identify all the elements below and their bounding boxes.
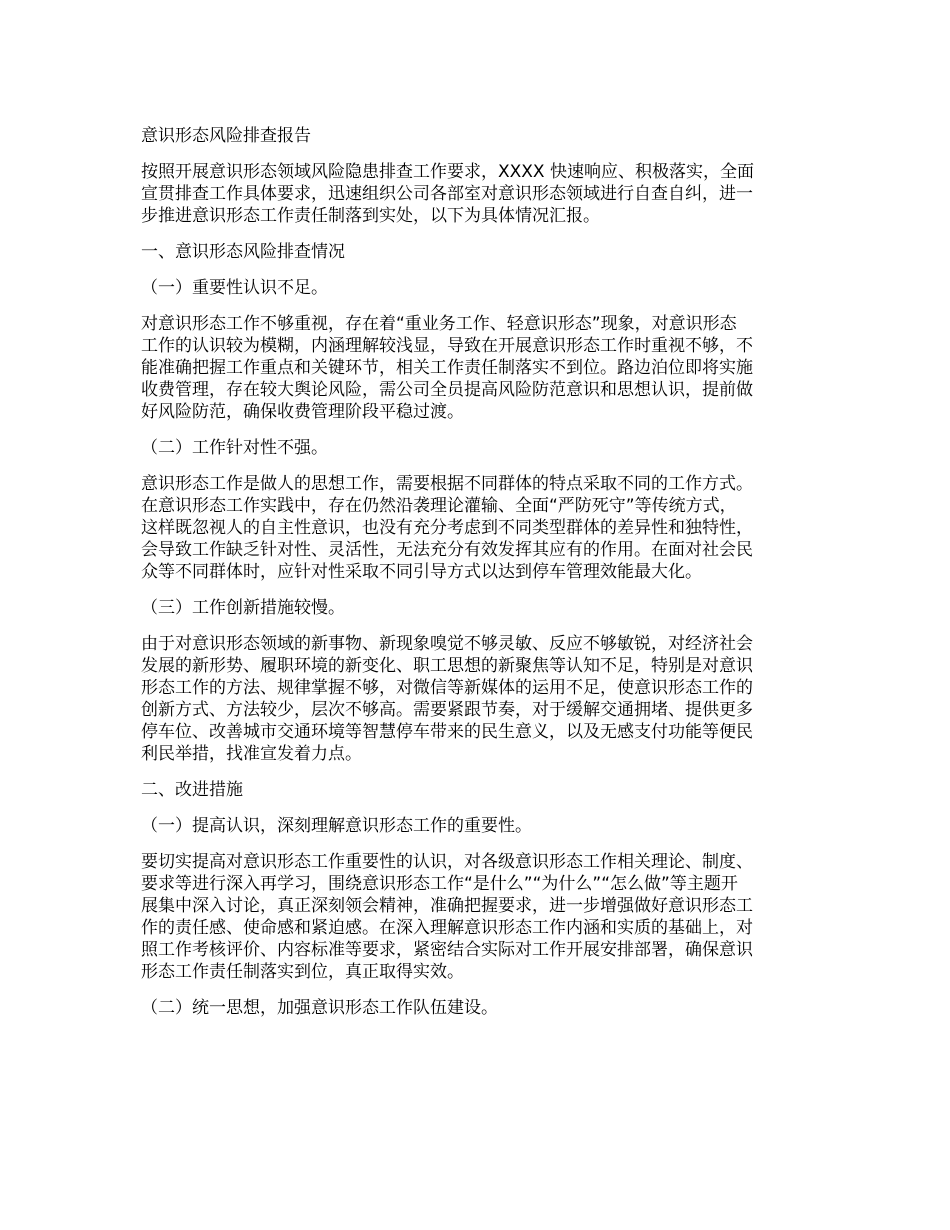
section-1-sub-1-heading: （一）重要性认识不足。: [141, 278, 328, 298]
intro-paragraph: 按照开展意识形态领域风险隐患排查工作要求，XXXX 快速响应、积极落实，全面 宣贯排查工作具体要求，迅速组织公司各部室对意识形态领域进行自查自纠，进一 步推进意识形态工作责任制落到实处，以下为具体情况汇报。: [141, 162, 754, 226]
section-2-sub-2-heading: （二）统一思想，加强意识形态工作队伍建设。: [141, 998, 498, 1018]
section-1-sub-1-paragraph: 对意识形态工作不够重视，存在着“重业务工作、轻意识形态”现象，对意识形态 工作的认识较为模糊，内涵理解较浅显，导致在开展意识形态工作时重视不够，不 能准确把握工作重点和关键环节，相关工作责任制落实不到位。路边泊位即将实施 收费管理，存在较大舆论风险，需公司全员提高风险防范意识和思想认识，提前做 好风险防范，确保收费管理阶段平稳过渡。: [141, 314, 753, 422]
section-2-sub-1-paragraph: 要切实提高对意识形态工作重要性的认识，对各级意识形态工作相关理论、制度、 要求等进行深入再学习，围绕意识形态工作“是什么”“为什么”“怎么做”等主题开 展集中深入讨论，真正深刻领会精神，准确把握要求，进一步增强做好意识形态工 作的责任感、使命感和紧迫感。在深入理解意识形态工作内涵和实质的基础上，对 照工作考核评价、内容标准等要求，紧密结合实际对工作开展安排部署，确保意识 形态工作责任制落实到位，真正取得实效。: [141, 852, 753, 982]
document-title: 意识形态风险排查报告: [141, 126, 311, 146]
section-1-sub-3-paragraph: 由于对意识形态领域的新事物、新现象嗅觉不够灵敏、反应不够敏锐，对经济社会 发展的新形势、履职环境的新变化、职工思想的新聚焦等认知不足，特别是对意识 形态工作的方法、规律掌握不够，对微信等新媒体的运用不足，使意识形态工作的 创新方式、方法较少，层次不够高。需要紧跟节奏，对于缓解交通拥堵、提供更多 停车位、改善城市交通环境等智慧停车带来的民生意义，以及无感支付功能等便民 利民举措，找准宣发着力点。: [141, 634, 753, 764]
section-1-heading: 一、意识形态风险排查情况: [141, 242, 345, 262]
section-2-sub-1-heading: （一）提高认识，深刻理解意识形态工作的重要性。: [141, 816, 532, 836]
section-1-sub-2-heading: （二）工作针对性不强。: [141, 438, 328, 458]
section-1-sub-2-paragraph: 意识形态工作是做人的思想工作，需要根据不同群体的特点采取不同的工作方式。 在意识形态工作实践中，存在仍然沿袭理论灌输、全面“严防死守”等传统方式， 这样既忽视人的自主性意识，也没有充分考虑到不同类型群体的差异性和独特性， 会导致工作缺乏针对性、灵活性，无法充分有效发挥其应有的作用。在面对社会民 众等不同群体时，应针对性采取不同引导方式以达到停车管理效能最大化。: [141, 474, 753, 582]
section-2-heading: 二、改进措施: [141, 780, 243, 800]
section-1-sub-3-heading: （三）工作创新措施较慢。: [141, 598, 345, 618]
